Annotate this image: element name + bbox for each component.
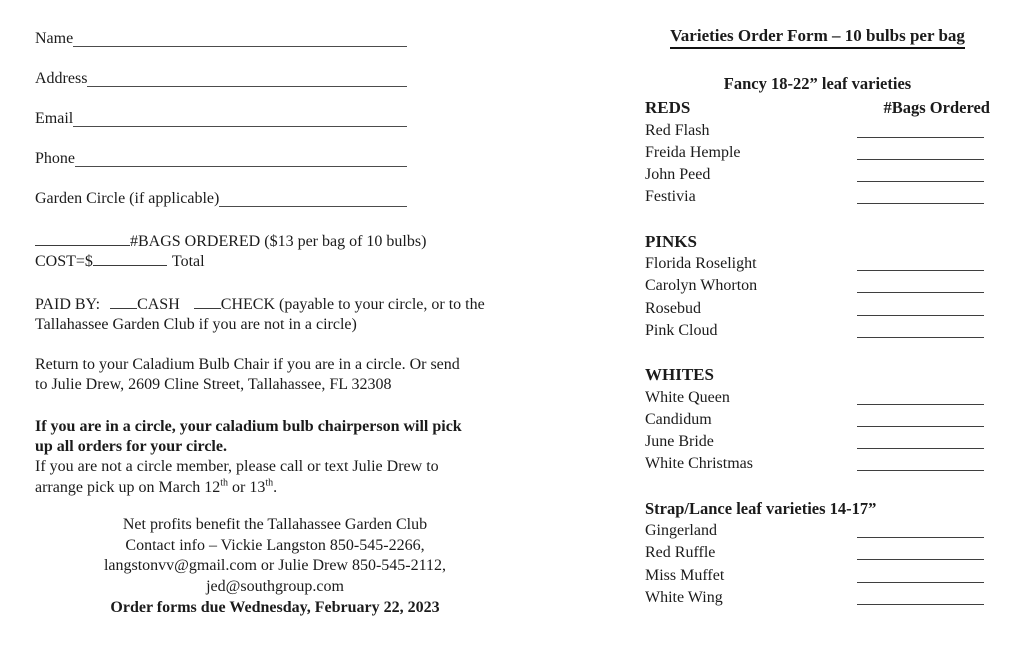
footer-contact-info	[35, 515, 515, 619]
variety-row	[645, 452, 990, 474]
bags-ordered-line[interactable]	[857, 524, 984, 538]
address-field-line[interactable]	[87, 73, 407, 87]
bags-ordered-line[interactable]	[857, 457, 984, 471]
reds-group-label: REDS	[645, 98, 691, 118]
check-label: CHECK	[220, 295, 275, 313]
superscript-th: th	[265, 477, 274, 489]
superscript-th: th	[220, 477, 229, 489]
pickup-line2: arrange pick up on March 12th or 13th.	[35, 477, 278, 496]
check-blank[interactable]	[194, 296, 221, 309]
whites-group-label: WHITES	[645, 365, 714, 385]
paid-by-section	[35, 295, 540, 336]
phone-field-row	[35, 148, 407, 168]
cost-label: COST=$	[35, 253, 93, 271]
cost-blank[interactable]	[93, 253, 167, 266]
variety-name: Florida Roselight	[645, 255, 757, 273]
paid-by-row	[35, 295, 540, 315]
variety-name: Candidum	[645, 410, 712, 428]
bags-ordered-line[interactable]	[857, 146, 984, 160]
fancy-varieties-heading: Fancy 18-22” leaf varieties	[723, 74, 912, 93]
bags-ordered-section	[35, 232, 540, 273]
bags-ordered-line[interactable]	[857, 302, 984, 316]
bags-ordered-line[interactable]	[857, 546, 984, 560]
variety-row	[645, 541, 990, 563]
variety-row	[645, 141, 990, 163]
footer-contact-line: Contact info – Vickie Langston 850-545-2266,	[125, 536, 425, 554]
footer-email2-line: jed@southgroup.com	[206, 578, 344, 596]
variety-name: Rosebud	[645, 299, 701, 317]
bags-ordered-line[interactable]	[857, 391, 984, 405]
email-field-label: Email	[35, 110, 74, 127]
circle-bold-line1: If you are in a circle, your caladium bulb chairperson will pick	[35, 417, 462, 435]
bags-ordered-line[interactable]	[857, 168, 984, 182]
pickup-line1: If you are not a circle member, please call or text Julie Drew to	[35, 458, 439, 476]
bags-ordered-line[interactable]	[857, 435, 984, 449]
name-field-row	[35, 28, 407, 48]
circle-bold-line2: up all orders for your circle.	[35, 438, 227, 456]
variety-row	[645, 319, 990, 341]
variety-row	[645, 430, 990, 452]
garden-circle-field-line[interactable]	[219, 193, 407, 207]
reds-header-row	[645, 96, 990, 118]
cost-row	[35, 252, 540, 272]
variety-name: White Christmas	[645, 455, 753, 473]
bags-ordered-row	[35, 232, 540, 252]
email-field-row	[35, 108, 407, 128]
bags-ordered-line[interactable]	[857, 324, 984, 338]
variety-name: Red Flash	[645, 121, 710, 139]
cash-label: CASH	[137, 295, 180, 313]
variety-name: White Wing	[645, 588, 723, 606]
bags-ordered-line[interactable]	[857, 279, 984, 293]
variety-name: Festivia	[645, 188, 696, 206]
variety-row	[645, 563, 990, 585]
bags-ordered-line[interactable]	[857, 413, 984, 427]
variety-row	[645, 163, 990, 185]
variety-name: Red Ruffle	[645, 544, 716, 562]
address-field-label: Address	[35, 70, 88, 87]
footer-email-line: langstonvv@gmail.com or Julie Drew 850-545-2112,	[103, 557, 447, 575]
name-field-label: Name	[35, 30, 74, 47]
garden-circle-field-row	[35, 188, 407, 208]
address-field-row	[35, 68, 407, 88]
variety-name: June Bride	[645, 433, 714, 451]
variety-row	[645, 296, 990, 318]
email-field-line[interactable]	[73, 113, 407, 127]
bags-ordered-blank[interactable]	[35, 233, 130, 246]
whites-header-row	[645, 363, 990, 385]
paid-by-note-line2: Tallahassee Garden Club if you are not in a circle)	[35, 315, 357, 333]
return-line1: Return to your Caladium Bulb Chair if you are in a circle. Or send	[35, 356, 460, 374]
variety-row	[645, 385, 990, 407]
bags-ordered-column-header: #Bags Ordered	[883, 98, 990, 118]
footer-benefit-line: Net profits benefit the Tallahassee Garden Club	[122, 515, 428, 533]
footer-due-date-line: Order forms due Wednesday, February 22, 2023	[110, 598, 440, 616]
variety-name: Pink Cloud	[645, 321, 718, 339]
bags-ordered-line[interactable]	[857, 591, 984, 605]
pinks-header-row	[645, 229, 990, 251]
phone-field-label: Phone	[35, 150, 75, 167]
paid-by-note-line1: (payable to your circle, or to the	[279, 295, 485, 313]
cash-blank[interactable]	[110, 296, 137, 309]
variety-row	[645, 118, 990, 140]
bags-ordered-line[interactable]	[857, 569, 984, 583]
variety-name: Freida Hemple	[645, 143, 741, 161]
bags-ordered-line[interactable]	[857, 190, 984, 204]
varieties-title: Varieties Order Form – 10 bulbs per bag	[645, 26, 990, 48]
bags-ordered-text: #BAGS ORDERED ($13 per bag of 10 bulbs)	[130, 233, 427, 250]
variety-row	[645, 519, 990, 541]
variety-row	[645, 274, 990, 296]
variety-name: Carolyn Whorton	[645, 277, 758, 295]
pickup-instructions	[35, 417, 540, 498]
bags-ordered-line[interactable]	[857, 124, 984, 138]
strap-lance-heading: Strap/Lance leaf varieties 14-17”	[645, 498, 877, 518]
return-instructions	[35, 355, 540, 396]
phone-field-line[interactable]	[75, 153, 407, 167]
variety-name: White Queen	[645, 388, 730, 406]
variety-name: Miss Muffet	[645, 566, 725, 584]
paid-by-label: PAID BY:	[35, 295, 101, 313]
variety-name: John Peed	[645, 166, 711, 184]
variety-name: Gingerland	[645, 522, 717, 540]
varieties-order-section	[645, 26, 990, 608]
return-line2: to Julie Drew, 2609 Cline Street, Tallahassee, FL 32308	[35, 376, 392, 394]
bags-ordered-line[interactable]	[857, 257, 984, 271]
variety-row	[645, 252, 990, 274]
contact-payment-section	[35, 28, 540, 618]
variety-row	[645, 185, 990, 207]
pinks-group-label: PINKS	[645, 231, 697, 251]
name-field-line[interactable]	[73, 33, 407, 47]
cost-total-label: Total	[171, 253, 205, 271]
variety-row	[645, 586, 990, 608]
garden-circle-field-label: Garden Circle (if applicable)	[35, 190, 220, 207]
variety-row	[645, 408, 990, 430]
